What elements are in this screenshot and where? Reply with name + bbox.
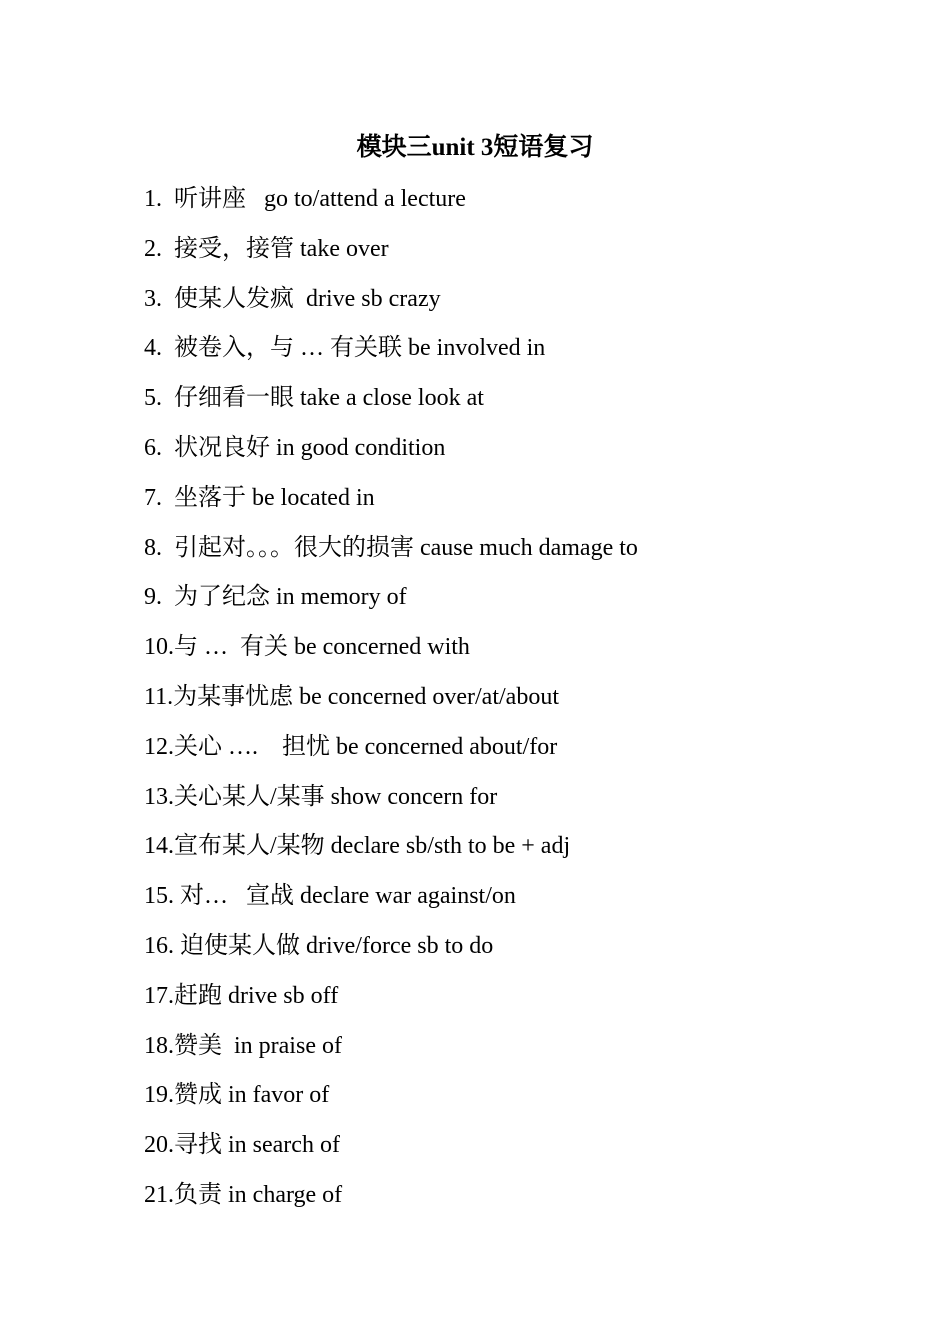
list-item: 7. 坐落于 be located in: [144, 484, 375, 511]
list-item: 9. 为了纪念 in memory of: [144, 584, 407, 611]
list-item: 2. 接受，接管 take over: [144, 235, 389, 262]
list-item: 15. 对… 宣战 declare war against/on: [144, 883, 516, 910]
list-item: 10.与 … 有关 be concerned with: [144, 634, 470, 661]
list-item: 8. 引起对。。。很大的损害 cause much damage to: [144, 534, 638, 561]
list-item: 18.赞美 in praise of: [144, 1032, 342, 1059]
list-item: 11.为某事忧虑 be concerned over/at/about: [144, 683, 559, 710]
list-item: 6. 状况良好 in good condition: [144, 434, 446, 461]
list-item: 1. 听讲座 go to/attend a lecture: [144, 186, 466, 212]
list-item: 16. 迫使某人做 drive/force sb to do: [144, 932, 494, 959]
page-title: 模块三unit 3短语复习: [356, 134, 594, 161]
list-item: 3. 使某人发疯 drive sb crazy: [144, 285, 441, 312]
list-item: 5. 仔细看一眼 take a close look at: [144, 385, 484, 412]
list-item: 14.宣布某人/某物 declare sb/sth to be + adj: [144, 833, 571, 860]
list-item: 13.关心某人/某事 show concern for: [144, 783, 498, 810]
list-item: 4. 被卷入，与 … 有关联 be involved in: [144, 335, 546, 362]
phrase-list: [144, 180, 638, 1226]
list-item: 20.寻找 in search of: [144, 1132, 340, 1159]
list-item: 12.关心 …. 担忧 be concerned about/for: [144, 733, 558, 760]
list-item: 17.赶跑 drive sb off: [144, 982, 339, 1009]
list-item: 19.赞成 in favor of: [144, 1082, 330, 1109]
list-item: 21.负责 in charge of: [144, 1181, 343, 1208]
